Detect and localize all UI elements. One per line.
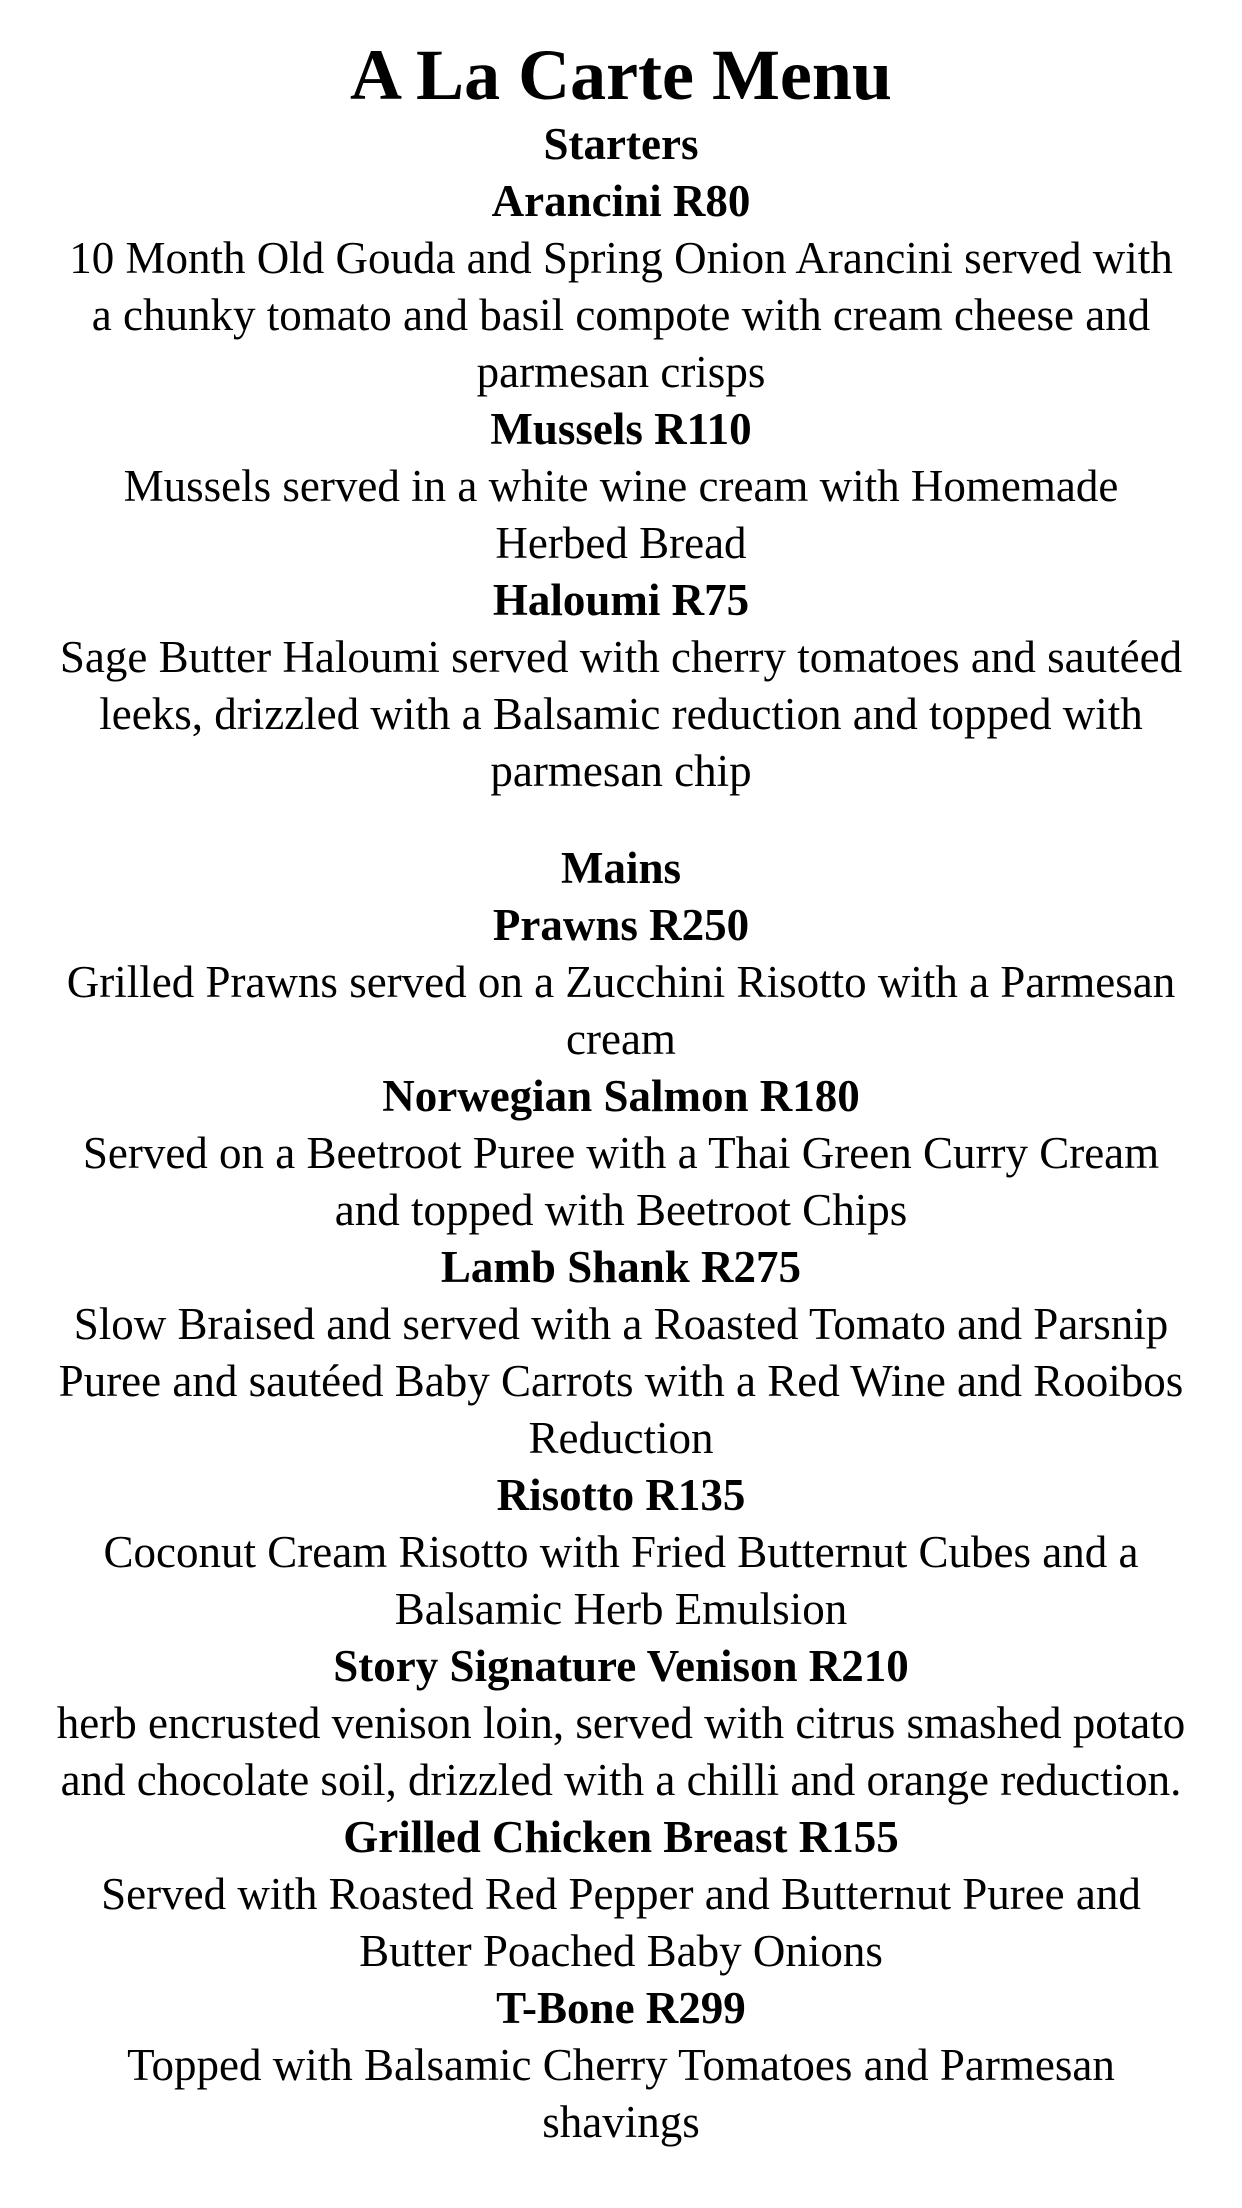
item-heading: Story Signature Venison R210 [333,1641,909,1691]
item-description: Coconut Cream Risotto with Fried Butternut Cubes and a Balsamic Herb Emulsion [103,1527,1139,1634]
item-heading: Grilled Chicken Breast R155 [343,1812,899,1862]
menu-item-t-bone [0,1980,1242,2151]
menu-item-arancini [0,173,1242,401]
item-heading: Arancini R80 [491,176,751,226]
item-heading: Lamb Shank R275 [440,1242,802,1292]
starters-section [0,116,1242,800]
item-description: herb encrusted venison loin, served with citrus smashed potato and chocolate soil, drizzled with a chilli and orange reduction. [56,1698,1186,1805]
item-heading: Haloumi R75 [492,575,750,625]
menu-item-mussels [0,401,1242,572]
item-description: Sage Butter Haloumi served with cherry tomatoes and sautéed leeks, drizzled with a Balsamic reduction and topped with parmesan chip [59,632,1183,796]
menu-item-lamb-shank [0,1239,1242,1467]
item-heading: T-Bone R299 [496,1983,746,2033]
item-description: Served with Roasted Red Pepper and Butternut Puree and Butter Poached Baby Onions [101,1869,1141,1976]
menu-item-grilled-chicken [0,1809,1242,1980]
item-heading: Mussels R110 [490,404,752,454]
item-heading: Prawns R250 [492,900,750,950]
menu-item-haloumi [0,572,1242,800]
item-heading: Risotto R135 [496,1470,746,1520]
item-description: Mussels served in a white wine cream with Homemade Herbed Bread [123,461,1119,568]
item-description: Grilled Prawns served on a Zucchini Risotto with a Parmesan cream [66,957,1176,1064]
item-description: Slow Braised and served with a Roasted Tomato and Parsnip Puree and sautéed Baby Carrots with a Red Wine and Rooibos Reduction [58,1299,1184,1463]
item-heading: Norwegian Salmon R180 [382,1071,860,1121]
item-description: 10 Month Old Gouda and Spring Onion Arancini served with a chunky tomato and basil compote with cream cheese and parmesan crisps [69,233,1173,397]
menu-item-prawns [0,897,1242,1068]
mains-section [0,840,1242,2151]
menu-title: A La Carte Menu [350,35,892,115]
item-description: Served on a Beetroot Puree with a Thai Green Curry Cream and topped with Beetroot Chips [82,1128,1160,1235]
section-title-mains: Mains [560,843,681,893]
menu-item-risotto [0,1467,1242,1638]
menu-item-norwegian-salmon [0,1068,1242,1239]
section-title-starters: Starters [543,119,699,169]
item-description: Topped with Balsamic Cherry Tomatoes and Parmesan shavings [127,2040,1115,2147]
menu-item-venison [0,1638,1242,1809]
